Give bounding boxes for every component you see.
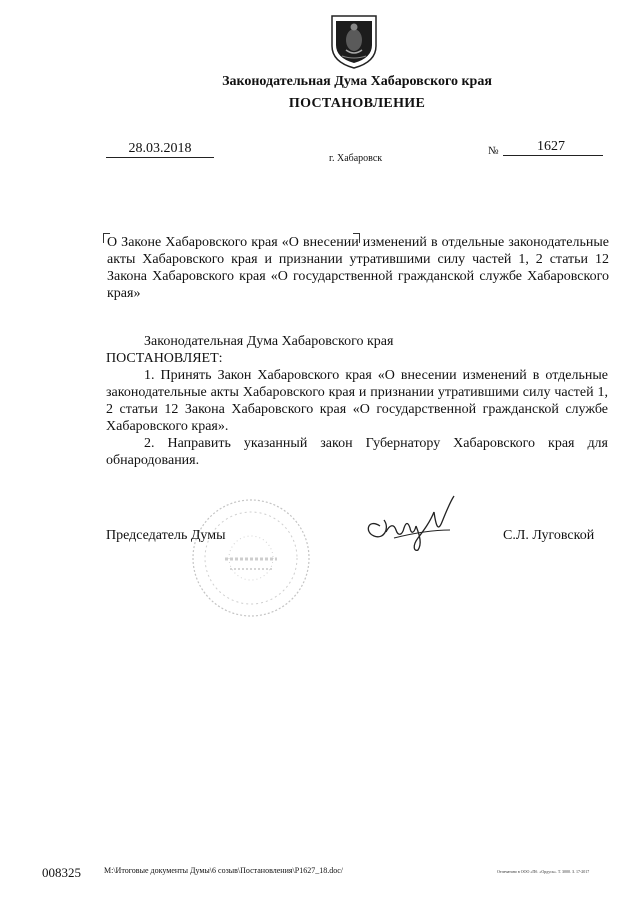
- registration-number: 008325: [42, 865, 81, 880]
- document-subject: О Законе Хабаровского края «О внесении изменений в отдельные законодательные акты Хабаровского края и признании утратившими силу частей 1, 2 статьи 12 Закона Хабаровского края «О государственной гражданской службе Хабаровского края»: [107, 235, 609, 301]
- signer-role: Председатель Думы: [106, 528, 226, 543]
- document-date: 28.03.2018: [106, 141, 214, 158]
- document-number: 1627: [503, 139, 603, 156]
- number-sign: №: [488, 145, 499, 157]
- resolution-item-2: 2. Направить указанный закон Губернатору Хабаровского края для обнародования.: [106, 436, 608, 468]
- handwritten-signature: [350, 492, 480, 552]
- stamp-seal: [190, 497, 312, 619]
- resolution-intro: Законодательная Дума Хабаровского края: [144, 334, 394, 349]
- printer-note: Отпечатано в ООО «Пб. «Ордуск». Т. 3000. З. 17-2017: [497, 869, 590, 874]
- signer-name: С.Л. Луговской: [503, 528, 595, 543]
- file-path: M:\Итоговые документы Думы\6 созыв\Постановления\P1627_18.doc/: [104, 866, 343, 875]
- resolution-item-1: 1. Принять Закон Хабаровского края «О внесении изменений в отдельные законодательные акты Хабаровского края и признании утратившими силу частей 1, 2 статьи 12 Закона Хабаровского края «О государственной гражданской службе Хабаровского края».: [106, 368, 608, 434]
- resolution-resolves: ПОСТАНОВЛЯЕТ:: [106, 351, 223, 366]
- coat-of-arms-emblem: [328, 12, 380, 70]
- organization-title: Законодательная Дума Хабаровского края: [222, 74, 492, 89]
- document-city: г. Хабаровск: [329, 153, 383, 164]
- document-type-heading: ПОСТАНОВЛЕНИЕ: [288, 96, 426, 111]
- resolution-body: [106, 333, 608, 469]
